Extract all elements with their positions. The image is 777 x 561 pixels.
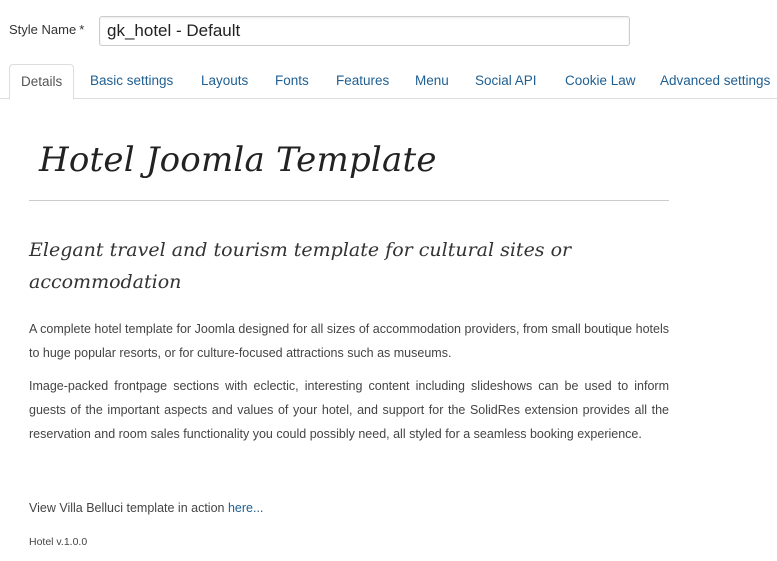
tab-advanced-settings[interactable]: Advanced settings (660, 73, 771, 88)
template-title: Hotel Joomla Template (39, 140, 437, 180)
tab-cookie-law[interactable]: Cookie Law (565, 73, 636, 88)
tab-features[interactable]: Features (336, 73, 390, 88)
demo-link[interactable]: here... (227, 501, 264, 515)
style-name-row (0, 0, 777, 62)
tab-layouts[interactable]: Layouts (201, 73, 249, 88)
demo-link-line (29, 498, 263, 518)
tab-bar (0, 64, 777, 99)
description-paragraph-2: Image-packed frontpage sections with eclectic, interesting content including slideshows can be used to inform guests of the important aspects and values of your hotel, and support for the SolidRes extension provides all the reservation and room sales functionality you could possibly need, all styled for a seamless booking experience. (29, 379, 669, 441)
style-name-input[interactable] (99, 16, 630, 46)
required-marker: * (79, 22, 85, 37)
title-divider (29, 200, 669, 201)
template-version: Hotel v.1.0.0 (29, 536, 88, 548)
tab-social-api[interactable]: Social API (475, 73, 537, 88)
demo-link-text: View Villa Belluci template in action (29, 501, 228, 515)
tab-basic-settings[interactable]: Basic settings (90, 73, 174, 88)
tab-details[interactable]: Details (9, 64, 74, 100)
description-paragraph-1: A complete hotel template for Joomla designed for all sizes of accommodation providers, from small boutique hotels to huge popular resorts, or for culture-focused attractions such as museums. (29, 322, 669, 360)
tab-fonts[interactable]: Fonts (275, 73, 309, 88)
style-name-label (9, 22, 84, 37)
tab-menu[interactable]: Menu (415, 73, 449, 88)
style-name-label-text: Style Name (9, 22, 77, 37)
template-subtitle: Elegant travel and tourism template for cultural sites or accommodation (29, 239, 572, 293)
